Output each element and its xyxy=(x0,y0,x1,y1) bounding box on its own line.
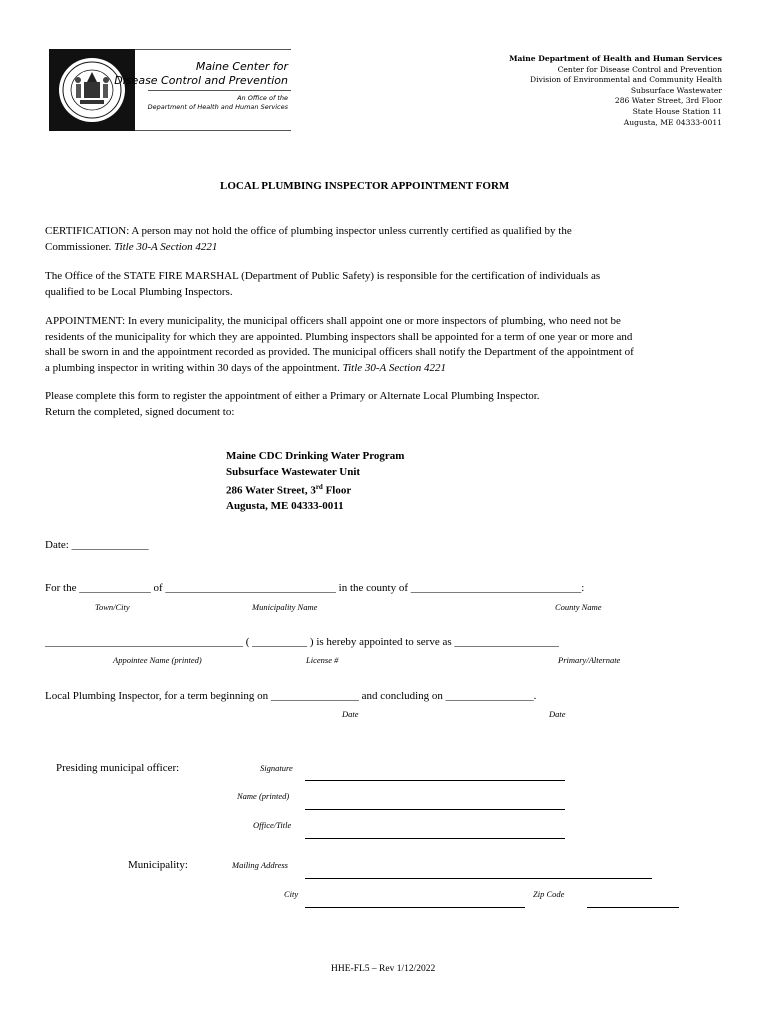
dhhs-address-block xyxy=(509,54,722,128)
dhhs-line-3: Division of Environmental and Community Health xyxy=(530,75,722,85)
caption-date-end: Date xyxy=(549,709,566,719)
certification-paragraph xyxy=(45,224,572,255)
caption-date-begin: Date xyxy=(342,709,359,719)
town-municipality-county-field[interactable]: For the _____________ of _______________________________ in the county of _______________________________: xyxy=(45,582,585,594)
appointment-line-4-text: a plumbing inspector in writing within 30 days of the appointment. xyxy=(45,361,340,374)
mailing-address-line[interactable] xyxy=(305,878,652,879)
form-revision-footer: HHE-FL5 – Rev 1/12/2022 xyxy=(331,964,436,974)
header-rule-top xyxy=(135,49,291,50)
return-address-line-4: Augusta, ME 04333-0011 xyxy=(226,500,344,513)
maine-seal-logo xyxy=(49,49,135,131)
fire-marshal-paragraph xyxy=(45,269,600,300)
maine-state-seal-icon xyxy=(54,54,130,126)
term-dates-field[interactable]: Local Plumbing Inspector, for a term beginning on ________________ and concluding on ________________. xyxy=(45,690,537,702)
dhhs-line-2: Center for Disease Control and Prevention xyxy=(557,64,722,74)
org-name-line1: Maine Center for xyxy=(195,60,288,73)
date-field[interactable]: Date: ______________ xyxy=(45,539,149,551)
dhhs-line-7: Augusta, ME 04333-0011 xyxy=(623,117,722,127)
appointment-line-2: residents of the municipality for which they are appointed. Plumbing inspectors shall be appointed for a term of one year or more and xyxy=(45,330,633,343)
appointment-statute-ref: Title 30-A Section 4221 xyxy=(342,361,446,374)
instructions-paragraph xyxy=(45,389,540,420)
caption-municipality-name: Municipality Name xyxy=(252,602,318,612)
org-name-line2: Disease Control and Prevention xyxy=(114,74,288,87)
return-address-line-1: Maine CDC Drinking Water Program xyxy=(226,450,405,462)
name-printed-line[interactable] xyxy=(305,809,565,810)
certification-line-1: CERTIFICATION: A person may not hold the office of plumbing inspector unless currently certified as qualified by the xyxy=(45,225,572,237)
caption-primary-alternate: Primary/Alternate xyxy=(558,655,621,665)
return-address-street: 286 Water Street, 3 xyxy=(226,484,316,497)
instructions-line-1: Please complete this form to register the appointment of either a Primary or Alternate Local Plumbing Inspector. xyxy=(45,390,540,402)
return-address-line-2: Subsurface Wastewater Unit xyxy=(226,465,361,478)
appointee-field[interactable]: ____________________________________ ( __________ ) is hereby appointed to serve as ___________________ xyxy=(45,636,559,648)
caption-town-city: Town/City xyxy=(95,602,130,612)
caption-city: City xyxy=(284,889,299,899)
city-line[interactable] xyxy=(305,907,525,908)
dhhs-line-1: Maine Department of Health and Human Services xyxy=(509,54,722,63)
appointment-line-1: APPOINTMENT: In every municipality, the municipal officers shall appoint one or more inspectors of plumbing, who need not be xyxy=(45,315,621,327)
certification-commissioner: Commissioner. xyxy=(45,240,112,253)
form-title: LOCAL PLUMBING INSPECTOR APPOINTMENT FORM xyxy=(220,180,510,192)
appointment-line-4 xyxy=(45,361,634,377)
fire-marshal-line-1: The Office of the STATE FIRE MARSHAL (Department of Public Safety) is responsible for the certification of individuals as xyxy=(45,270,601,282)
return-address-block xyxy=(226,449,404,515)
appointment-line-3: shall be sworn in and the appointment recorded as provided. The municipal officers shall notify the Department of the appointment of xyxy=(45,346,634,358)
caption-office-title: Office/Title xyxy=(253,820,292,830)
org-sub-line2: Department of Health and Human Services xyxy=(147,103,288,111)
zip-code-line[interactable] xyxy=(587,907,679,908)
dhhs-line-6: State House Station 11 xyxy=(632,106,722,116)
appointment-paragraph xyxy=(45,314,634,376)
dhhs-line-5: 286 Water Street, 3rd Floor xyxy=(614,96,722,106)
certification-line-2 xyxy=(45,240,572,256)
caption-signature: Signature xyxy=(260,763,293,773)
dhhs-line-4: Subsurface Wastewater xyxy=(630,85,722,95)
fire-marshal-line-2: qualified to be Local Plumbing Inspectors. xyxy=(45,285,233,298)
municipality-label: Municipality: xyxy=(128,859,188,871)
certification-statute-ref: Title 30-A Section 4221 xyxy=(114,240,218,253)
caption-zip-code: Zip Code xyxy=(533,889,565,899)
return-address-sup: rd xyxy=(315,483,323,491)
caption-license: License # xyxy=(306,655,339,665)
caption-county-name: County Name xyxy=(555,602,602,612)
instructions-line-2: Return the completed, signed document to: xyxy=(45,405,235,418)
header-rule-mid xyxy=(148,90,291,91)
caption-name-printed: Name (printed) xyxy=(237,791,290,801)
return-address-floor: Floor xyxy=(322,484,352,497)
office-title-line[interactable] xyxy=(305,838,565,839)
org-sub-line1: An Office of the xyxy=(237,94,288,102)
caption-mailing-address: Mailing Address xyxy=(232,860,288,870)
caption-appointee-name: Appointee Name (printed) xyxy=(113,655,202,665)
header-rule-bottom xyxy=(135,130,291,131)
presiding-officer-label: Presiding municipal officer: xyxy=(56,762,180,774)
signature-line[interactable] xyxy=(305,780,565,781)
return-address-line-3 xyxy=(226,480,404,499)
